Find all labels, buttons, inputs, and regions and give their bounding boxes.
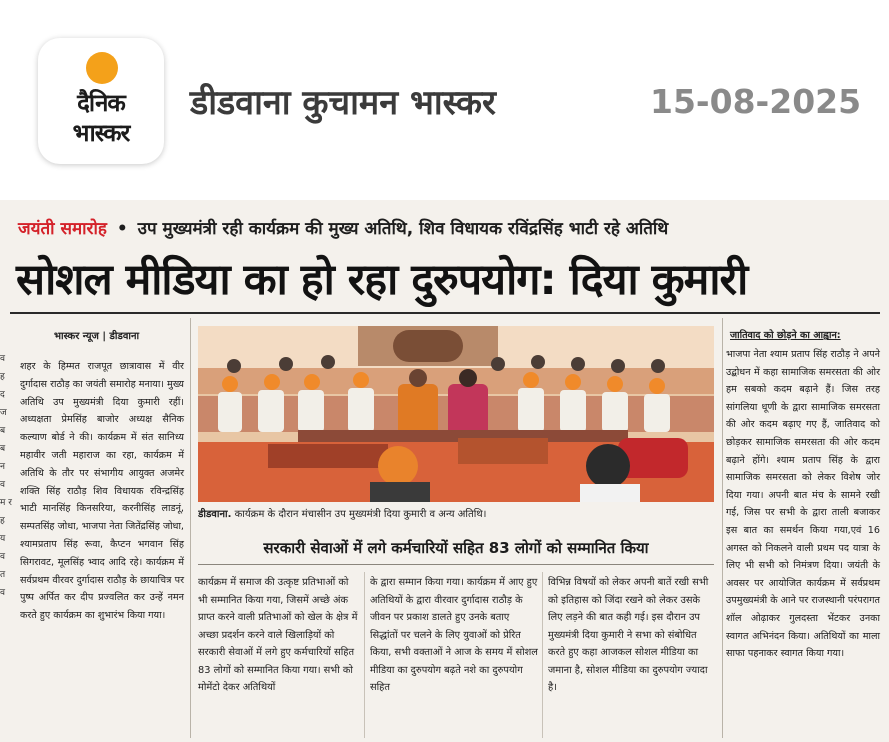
headline-divider (10, 312, 880, 314)
kicker-text: उप मुख्यमंत्री रही कार्यक्रम की मुख्य अतिथि, शिव विधायक रविंद्रसिंह भाटी रहे अतिथि (137, 219, 669, 239)
body-column-1: कार्यक्रम में समाज की उत्कृष्ट प्रतिभाओं को भी सम्मानित किया गया, जिसमें अच्छे अंक प्राप्त करने वाली प्रतिभाओं को खेल के क्षेत्र में अच्छा प्रदर्शन करने वाले खिलाड़ियों को सरकारी सेवाओं में लगे हुए कर्मचारियों सहित 83 लोगों को सम्मानित किया गया। सभी को मोमेंटो देकर अतिथियों (198, 577, 358, 693)
column-divider-right (722, 318, 723, 738)
photo-caption-text: कार्यक्रम के दौरान मंचासीन उप मुख्यमंत्री दिया कुमारी व अन्य अतिथि। (231, 509, 487, 520)
photo-caption (198, 506, 714, 520)
article-headline: सोशल मीडिया का हो रहा दुरुपयोग: दिया कुमारी (16, 255, 748, 305)
article-byline: भास्कर न्यूज | डीडवाना (54, 331, 140, 342)
kicker-bullet: • (116, 219, 128, 239)
body-column-divider-1 (364, 572, 365, 738)
body-column-2: के द्वारा सम्मान किया गया। कार्यक्रम में आए हुए अतिथियों के द्वारा वीरवार दुर्गादास राठौड़ के जीवन पर प्रकाश डालते हुए उनके बताए सिद्धांतों पर चलने के लिए युवाओं को प्रेरित किया, सभी वक्ताओं ने आज के समय में सोशल मीडिया का दुरुपयोग बढ़ते नशे का दुरुपयोग सहित (370, 577, 538, 693)
kicker-label: जयंती समारोह (18, 219, 107, 239)
photo-caption-place: डीडवाना. (198, 509, 232, 520)
article-kicker (18, 216, 878, 239)
app-header (0, 0, 889, 190)
sun-icon (86, 52, 118, 84)
event-photo (198, 326, 714, 502)
edition-title: डीडवाना कुचामन भास्कर (190, 83, 496, 123)
edition-date: 15-08-2025 (650, 82, 862, 121)
article-subheading: सरकारी सेवाओं में लगे कर्मचारियों सहित 83 लोगों को सम्मानित किया (263, 539, 649, 557)
body-column-3: विभिन्न विषयों को लेकर अपनी बातें रखी सभी को इतिहास को जिंदा रखने को लेकर उसके लिए लड़ने की बात कही गई। इस दौरान उप मुख्यमंत्री दिया कुमारी ने सभा को संबोधित करते हुए कहा आजकल सोशल मीडिया का जमाना है, सोशल मीडिया का दुरुपयोग ज्यादा है। (548, 577, 709, 693)
column-divider-left (190, 318, 191, 738)
subheading-divider (198, 564, 714, 565)
right-column-text: भाजपा नेता श्याम प्रताप सिंह राठौड़ ने अपने उद्बोधन में कहा सामाजिक समरसता की ओर हम सबको कदम बढ़ाने हैं। जिस तरह सांगलिया धूणी के द्वारा सामाजिक समरसता की ओर कदम बढ़ाए गए हैं, जातिवाद को छोड़कर सामाजिक समरसता की ओर कदम बढ़ाने होंगे। श्याम प्रताप सिंह के द्वारा सामाजिक समरसता को लेकर विशेष जोर दिया गया। अपनी बात मंच के सामने रखी गई, जिस पर सभी के द्वारा ताली बजाकर इस बात का समर्थन किया गया,एवं 16 अगस्त को निकलने वाली प्रथम पद यात्रा के लिए भी सभी को निमंत्रण दिया। जयंती के अवसर पर आयोजित कार्यक्रम में सर्वप्रथम उपमुख्यमंत्री के आने पर राजस्थानी परंपरागत शॉल ओढ़ाकर गुलदस्ता भेंटकर उनका स्वागत अभिनंदन किया। अतिथियों का माला साफा पहनाकर स्वागत किया गया। (726, 349, 880, 660)
dainik-bhaskar-logo[interactable] (38, 38, 164, 164)
logo-text-line-2: भास्कर (72, 119, 130, 147)
newspaper-clipping[interactable] (0, 200, 889, 742)
body-column-divider-2 (542, 572, 543, 738)
event-photo-illustration (198, 326, 714, 502)
logo-text-line-1: दैनिक (77, 89, 125, 117)
left-column-text: शहर के हिम्मत राजपूत छात्रावास में वीर दुर्गादास राठौड़ का जयंती समारोह मनाया। मुख्य अतिथि उप मुख्यमंत्री दिया कुमारी रहीं। अध्यक्षता प्रेमसिंह बाजोर अध्यक्ष सैनिक कल्याण बोर्ड ने की। कार्यक्रम में संत सानिध्य महावीर जती महाराज का रहा, कार्यक्रम में अतिथि के तौर पर संभागीय आयुक्त अजमेर शक्ति सिंह राठौड़ शिव विधायक रविन्द्रसिंह भाटी मानसिंह किनसरिया, करनीसिंह लाडनूं, सम्पतसिंह जोधा, भाजपा नेता जितेंद्रसिंह जोधा, श्यामप्रताप सिंह रूवा, कैप्टन भगवान सिंह सिगरावट, मूलसिंह भ्वाद आदि रहे। कार्यक्रम में सर्वप्रथम वीरवर दुर्गादास राठौड़ के छायाचित्र पर पुष्प अर्पित कर दीप प्रज्वलित कर उन्हें नमन करते हुए कार्यक्रम का शुभारंभ किया गया। (20, 361, 184, 622)
right-column-heading: जातिवाद को छोड़ने का आह्वान: (730, 330, 841, 341)
left-margin-fragment: व ह द ज ब ब न व म र ह य व त व (0, 354, 12, 598)
